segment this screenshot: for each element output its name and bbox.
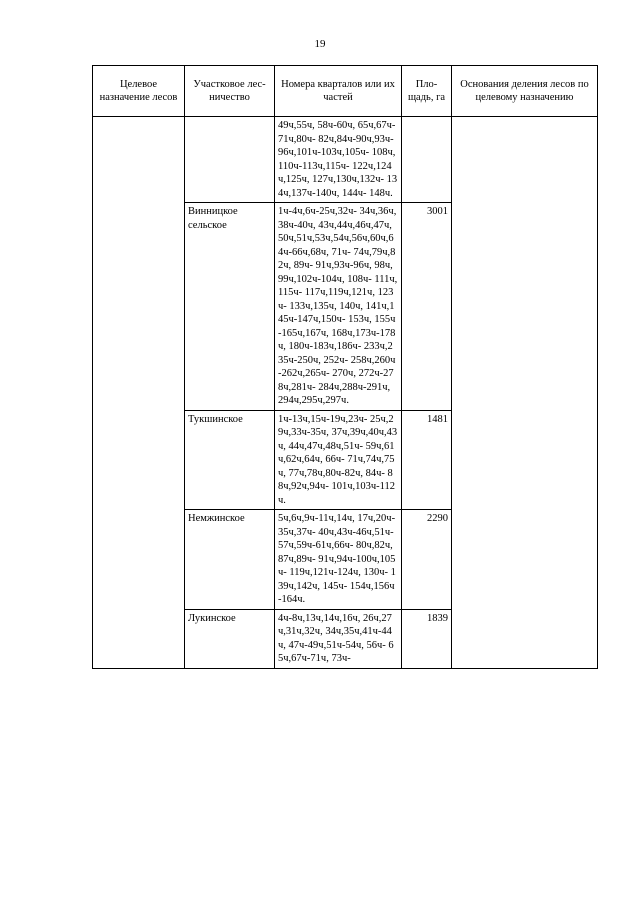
forestry-cell: Винницкое сельское	[185, 203, 275, 411]
page-number: 19	[314, 38, 326, 50]
area-cell: 2290	[402, 510, 452, 610]
forestry-cell	[185, 117, 275, 203]
blocks-cell: 1ч-4ч,6ч-25ч,32ч- 34ч,36ч,38ч-40ч, 43ч,44ч,46ч,47ч, 50ч,51ч,53ч,54ч,56ч,60ч,64ч-66ч,68ч, 71ч- 74ч,79ч,82ч, 89ч- 91ч,93ч-96ч, 98ч, 99ч,102ч-104ч, 108ч- 111ч,115ч- 117ч,119ч,121ч, 123ч- 133ч,135ч, 140ч, 141ч,145ч-147ч,150ч- 153ч, 155ч-165ч,167ч, 168ч,173ч-178ч, 180ч-183ч,186ч- 233ч,235ч-250ч, 252ч- 258ч,260ч-262ч,265ч- 270ч, 272ч-278ч,281ч- 284ч,288ч-291ч, 294ч,295ч,297ч.	[275, 203, 402, 411]
forestry-cell: Тукшинское	[185, 410, 275, 510]
table-header-row	[93, 66, 598, 117]
basis-cell	[452, 117, 598, 669]
forestry-cell: Лукинское	[185, 609, 275, 668]
header-purpose: Целевое назначение лесов	[93, 66, 185, 117]
header-area: Пло-щадь, га	[402, 66, 452, 117]
purpose-cell	[93, 117, 185, 669]
area-cell	[402, 117, 452, 203]
blocks-cell: 49ч,55ч, 58ч-60ч, 65ч,67ч-71ч,80ч- 82ч,84ч-90ч,93ч- 96ч,101ч-103ч,105ч- 108ч, 110ч-113ч,115ч- 122ч,124ч,125ч, 127ч,130ч,132ч- 134ч,137ч-140ч, 144ч- 148ч.	[275, 117, 402, 203]
header-blocks: Номера кварталов или их частей	[275, 66, 402, 117]
area-cell: 1839	[402, 609, 452, 668]
blocks-cell: 5ч,6ч,9ч-11ч,14ч, 17ч,20ч-35ч,37ч- 40ч,43ч-46ч,51ч- 57ч,59ч-61ч,66ч- 80ч,82ч, 87ч,89ч- 91ч,94ч-100ч,105ч- 119ч,121ч-124ч, 130ч- 139ч,142ч, 145ч- 154ч,156ч-164ч.	[275, 510, 402, 610]
area-cell: 3001	[402, 203, 452, 411]
header-forestry: Участковое лес-ничество	[185, 66, 275, 117]
forestry-cell: Немжинское	[185, 510, 275, 610]
forest-purpose-table	[92, 65, 598, 669]
header-basis: Основания деления лесов по целевому назначению	[452, 66, 598, 117]
blocks-cell: 1ч-13ч,15ч-19ч,23ч- 25ч,29ч,33ч-35ч, 37ч,39ч,40ч,43ч, 44ч,47ч,48ч,51ч- 59ч,61ч,62ч,64ч, 66ч- 71ч,74ч,75ч, 77ч,78ч,80ч-82ч, 84ч- 88ч,92ч,94ч- 101ч,103ч-112ч.	[275, 410, 402, 510]
blocks-cell: 4ч-8ч,13ч,14ч,16ч, 26ч,27ч,31ч,32ч, 34ч,35ч,41ч-44ч, 47ч-49ч,51ч-54ч, 56ч- 65ч,67ч-71ч, 73ч-	[275, 609, 402, 668]
table-row	[93, 117, 598, 203]
area-cell: 1481	[402, 410, 452, 510]
